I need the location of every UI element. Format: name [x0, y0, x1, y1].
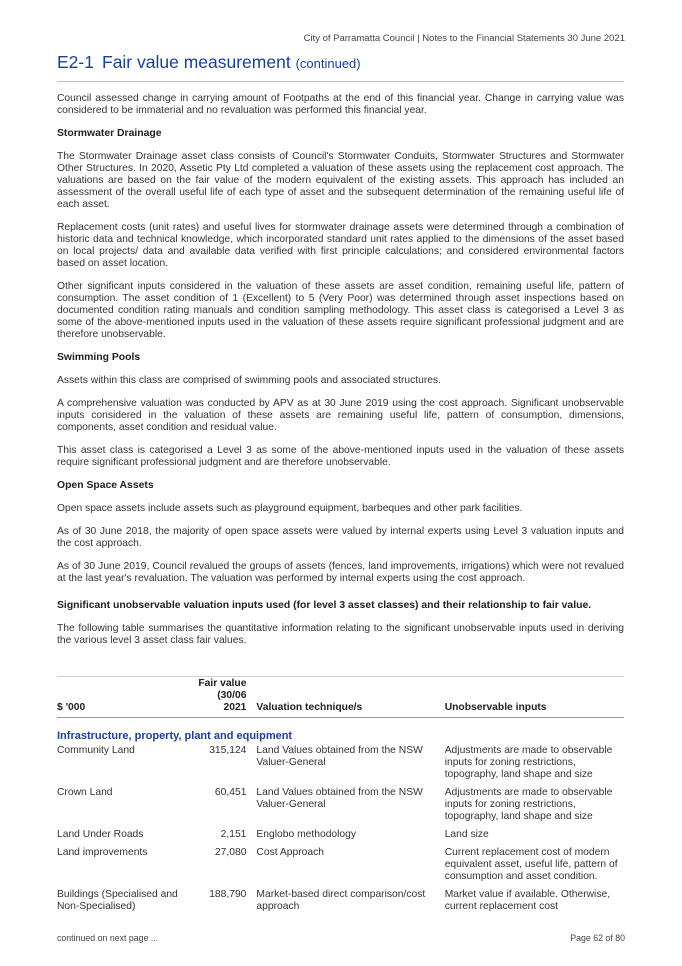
paragraph-open-1: Open space assets include assets such as playground equipment, barbeques and other park facilities.: [57, 503, 523, 514]
running-header: City of Parramatta Council | Notes to the Financial Statements 30 June 2021: [303, 33, 625, 44]
heading-swimming-pools: Swimming Pools: [57, 352, 141, 363]
paragraph-open-3: As of 30 June 2019, Council revalued the groups of assets (fences, land improvements, irrigations) which were not revalued at the last year's revaluation. The valuation was performed by internal experts using the cost approach.: [57, 561, 624, 584]
heading-significant-inputs: Significant unobservable valuation inputs used (for level 3 asset classes) and their relationship to fair value.: [57, 600, 592, 611]
cell-technique: Englobo methodology: [256, 829, 357, 840]
body-text: [57, 93, 624, 658]
cell-fair-value: 2,151: [220, 829, 247, 840]
col-header-technique: Valuation technique/s: [256, 702, 363, 713]
cell-inputs: Land size: [444, 829, 489, 840]
cell-asset: Land Under Roads: [57, 829, 144, 840]
table-header-row: [57, 677, 624, 718]
fair-value-header-line-1: Fair value: [198, 678, 247, 689]
cell-fair-value: 27,080: [214, 847, 247, 858]
paragraph-footpaths: Council assessed change in carrying amount of Footpaths at the end of this financial year. Change in carrying value was considered to be immaterial and no revaluation was performed this financial year.: [57, 93, 624, 116]
cell-technique: Land Values obtained from the NSW Valuer-General: [256, 787, 423, 810]
cell-asset: Buildings (Specialised and Non-Specialised): [57, 889, 178, 912]
cell-fair-value: 188,790: [209, 889, 247, 900]
cell-inputs: Adjustments are made to observable inputs for zoning restrictions, topography, land shape and size: [444, 745, 613, 780]
paragraph-pools-2: A comprehensive valuation was conducted by APV as at 30 June 2019 using the cost approach. Significant unobservable inputs considered in the valuation of these assets are remaining useful life, pattern of consumption, dimensions, components, asset condition and residual value.: [57, 398, 624, 433]
cell-technique: Land Values obtained from the NSW Valuer-General: [256, 745, 423, 768]
paragraph-stormwater-2: Replacement costs (unit rates) and useful lives for stormwater drainage assets were determined through a combination of historic data and technical knowledge, which incorporated standard unit rates applied to the dimensions of the asset based on local projects/ data and available data verified with first principle calculations; and considered environmental factors based on asset location.: [57, 222, 624, 269]
table-row: [57, 889, 624, 919]
paragraph-pools-3: This asset class is categorised a Level 3 as some of the above-mentioned inputs used in the valuation of these assets require significant professional judgment and are therefore unobservable.: [57, 445, 624, 468]
col-header-fair-value: [185, 677, 247, 718]
section-number: E2-1: [57, 52, 94, 72]
cell-asset: Community Land: [57, 745, 135, 756]
paragraph-stormwater-1: The Stormwater Drainage asset class consists of Council's Stormwater Conduits, Stormwater Structures and Stormwater Other Structures. In 2020, Assetic Pty Ltd completed a valuation of these assets using the replacement cost approach. The valuations are based on the fair value of the modern equivalent of the existing assets. This approach has included an assessment of the overall useful life of each type of asset and the subsequent determination of the remaining useful life of each asset.: [57, 151, 624, 210]
table-row: [57, 787, 624, 829]
cell-fair-value: 315,124: [209, 745, 247, 756]
heading-stormwater: Stormwater Drainage: [57, 128, 162, 139]
cell-asset: Land improvements: [57, 847, 148, 858]
cell-fair-value: 60,451: [214, 787, 247, 798]
footer-page-number: Page 62 of 80: [570, 933, 625, 943]
paragraph-pools-1: Assets within this class are comprised of swimming pools and associated structures.: [57, 375, 442, 386]
cell-technique: Market-based direct comparison/cost approach: [256, 889, 426, 912]
section-title-text: Fair value measurement: [102, 52, 291, 72]
paragraph-significant-inputs: The following table summarises the quantitative information relating to the significant unobservable inputs used in deriving the various level 3 asset class fair values.: [57, 623, 624, 646]
paragraph-stormwater-3: Other significant inputs considered in the valuation of these assets are asset condition, remaining useful life, pattern of consumption. The asset condition of 1 (Excellent) to 5 (Very Poor) was determined through asset inspections based on documented condition rating manuals and condition sampling methodology. This asset class is categorised a Level 3 as some of the above-mentioned inputs used in the valuation of these assets require significant professional judgment and are therefore unobservable.: [57, 281, 624, 340]
table-section-row: [57, 718, 624, 746]
footer-continued: continued on next page ...: [57, 933, 159, 943]
table-row: [57, 847, 624, 889]
fair-value-header-line-3: 2021: [223, 702, 247, 713]
table-row: [57, 829, 624, 847]
cell-inputs: Adjustments are made to observable inputs for zoning restrictions, topography, land shape and size: [444, 787, 613, 822]
cell-inputs: Current replacement cost of modern equivalent asset, useful life, pattern of consumption and asset condition.: [444, 847, 618, 882]
title-divider: [57, 81, 624, 82]
table-section-label: Infrastructure, property, plant and equipment: [57, 730, 293, 742]
cell-inputs: Market value if available. Otherwise, current replacement cost: [444, 889, 611, 912]
fair-value-header-line-2: (30/06: [217, 690, 247, 701]
heading-open-space: Open Space Assets: [57, 480, 154, 491]
col-header-unit: $ '000: [57, 702, 86, 713]
paragraph-open-2: As of 30 June 2018, the majority of open space assets were valued by internal experts using Level 3 valuation inputs and the cost approach.: [57, 526, 624, 549]
table-row: [57, 745, 624, 787]
section-title-suffix: (continued): [295, 56, 361, 71]
section-title: [57, 52, 361, 73]
fair-value-table: [57, 676, 624, 919]
cell-asset: Crown Land: [57, 787, 113, 798]
col-header-inputs: Unobservable inputs: [444, 702, 547, 713]
cell-technique: Cost Approach: [256, 847, 324, 858]
